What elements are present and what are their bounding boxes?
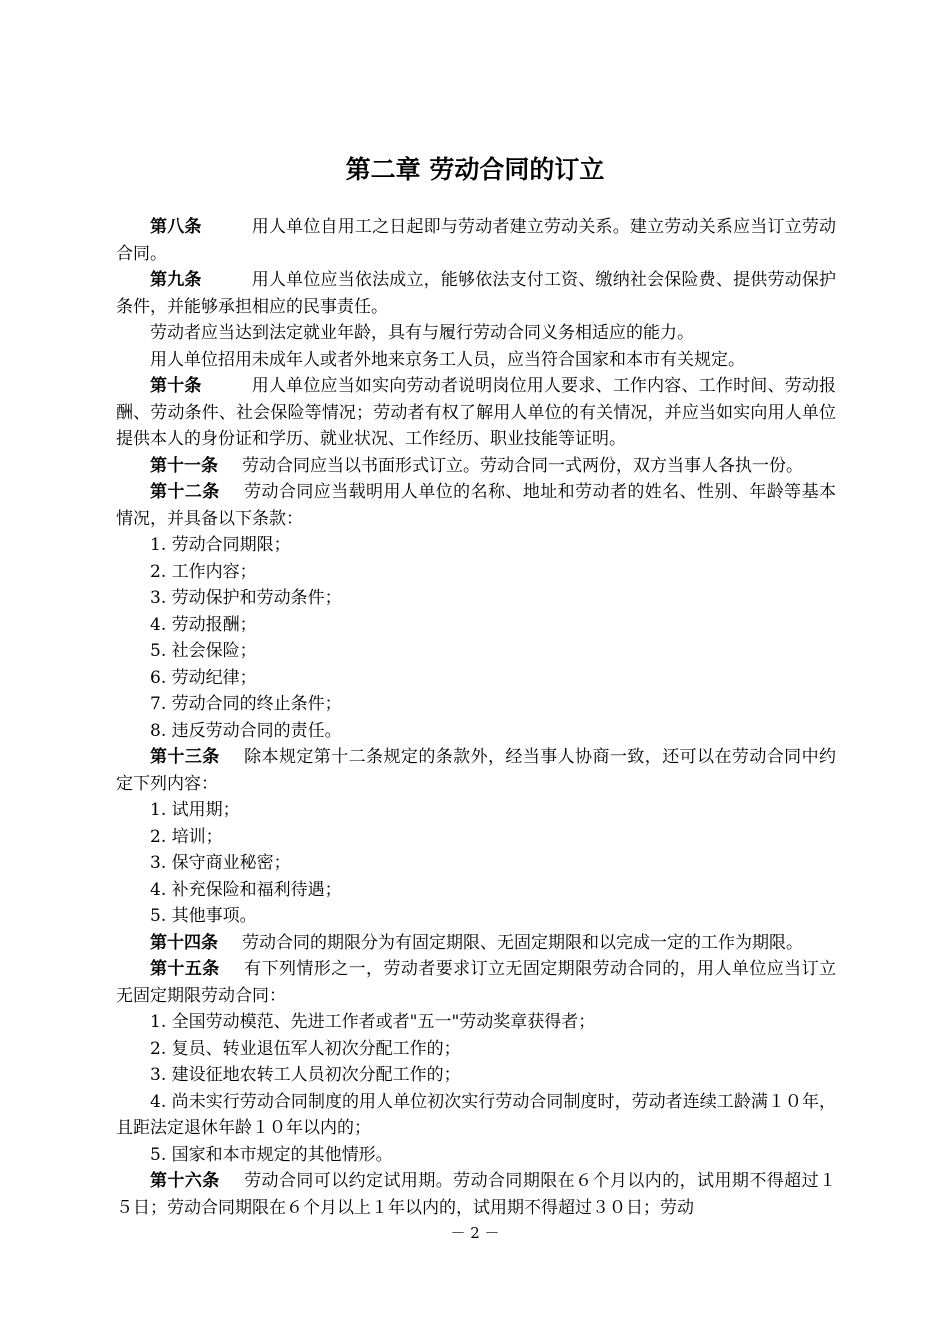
article-11 bbox=[116, 453, 836, 480]
article-text: 劳动合同应当载明用人单位的名称、地址和劳动者的姓名、性别、年龄等基本情况，并具备以下条款： bbox=[116, 482, 837, 529]
list-item: 4. 补充保险和福利待遇； bbox=[150, 879, 342, 900]
article-text: 用人单位自用工之日起即与劳动者建立劳动关系。建立劳动关系应当订立劳动合同。 bbox=[116, 217, 837, 264]
list-item: 7. 劳动合同的终止条件； bbox=[150, 694, 342, 714]
article-label: 第九条 bbox=[150, 270, 202, 290]
list-item: 2. 工作内容； bbox=[150, 561, 257, 582]
article-text: 用人单位应当如实向劳动者说明岗位用人要求、工作内容、工作时间、劳动报酬、劳动条件、社会保险等情况；劳动者有权了解用人单位的有关情况，并应当如实向用人单位提供本人的身份证和学历、就业状况、工作经历、职业技能等证明。 bbox=[116, 376, 837, 449]
article-label: 第十条 bbox=[150, 376, 202, 396]
list-item: 2. 培训； bbox=[150, 826, 223, 847]
article-text: 劳动合同的期限分为有固定期限、无固定期限和以完成一定的工作为期限。 bbox=[242, 932, 803, 953]
list-item: 6. 劳动纪律； bbox=[150, 667, 257, 688]
list-item: 3. 建设征地农转工人员初次分配工作的； bbox=[150, 1065, 461, 1085]
list-item: 1. 劳动合同期限； bbox=[150, 535, 291, 555]
article-text: 劳动合同可以约定试用期。劳动合同期限在６个月以内的，试用期不得超过１５日；劳动合同期限在６个月以上１年以内的，试用期不得超过３０日；劳动 bbox=[116, 1171, 837, 1218]
article-text: 劳动合同应当以书面形式订立。劳动合同一式两份，双方当事人各执一份。 bbox=[242, 455, 803, 476]
chapter-title: 第二章 劳动合同的订立 bbox=[345, 155, 605, 184]
list-item: 4. 尚未实行劳动合同制度的用人单位初次实行劳动合同制度时，劳动者连续工龄满１０年，且距法定退休年龄１０年以内的； bbox=[116, 1091, 836, 1138]
article-label: 第八条 bbox=[150, 217, 202, 237]
article-12 bbox=[116, 479, 836, 532]
list-item: 5. 国家和本市规定的其他情形。 bbox=[150, 1144, 393, 1165]
list-item: 3. 劳动保护和劳动条件； bbox=[150, 588, 342, 608]
article-label: 第十四条 bbox=[150, 932, 218, 953]
article-14 bbox=[116, 930, 836, 957]
article-10 bbox=[116, 373, 836, 453]
article-13 bbox=[116, 744, 836, 797]
article-text: 用人单位应当依法成立，能够依法支付工资、缴纳社会保险费、提供劳动保护条件，并能够承担相应的民事责任。 bbox=[116, 270, 837, 317]
list-item: 8. 违反劳动合同的责任。 bbox=[150, 720, 342, 741]
article-16 bbox=[116, 1168, 836, 1221]
article-text: 除本规定第十二条规定的条款外，经当事人协商一致，还可以在劳动合同中约定下列内容： bbox=[116, 747, 837, 794]
list-item: 5. 社会保险； bbox=[150, 641, 257, 661]
page-number: － 2 － bbox=[450, 1224, 500, 1242]
list-item: 2. 复员、转业退伍军人初次分配工作的； bbox=[150, 1038, 461, 1059]
paragraph: 用人单位招用未成年人或者外地来京务工人员，应当符合国家和本市有关规定。 bbox=[150, 349, 745, 370]
list-item: 1. 试用期； bbox=[150, 800, 240, 820]
article-label: 第十三条 bbox=[150, 747, 220, 767]
article-label: 第十二条 bbox=[150, 482, 220, 502]
list-item: 5. 其他事项。 bbox=[150, 906, 257, 926]
list-item: 4. 劳动报酬； bbox=[150, 614, 257, 635]
list-item: 3. 保守商业秘密； bbox=[150, 853, 291, 873]
article-9 bbox=[116, 267, 836, 320]
article-8 bbox=[116, 214, 836, 267]
article-label: 第十六条 bbox=[150, 1171, 220, 1191]
list-item: 1. 全国劳动模范、先进工作者或者"五一"劳动奖章获得者； bbox=[150, 1012, 596, 1032]
article-text: 有下列情形之一，劳动者要求订立无固定期限劳动合同的，用人单位应当订立无固定期限劳动合同： bbox=[116, 959, 837, 1006]
article-label: 第十五条 bbox=[150, 959, 220, 979]
article-15 bbox=[116, 956, 836, 1009]
paragraph: 劳动者应当达到法定就业年龄，具有与履行劳动合同义务相适应的能力。 bbox=[150, 323, 694, 343]
document-body bbox=[116, 214, 836, 1221]
article-label: 第十一条 bbox=[150, 455, 218, 476]
